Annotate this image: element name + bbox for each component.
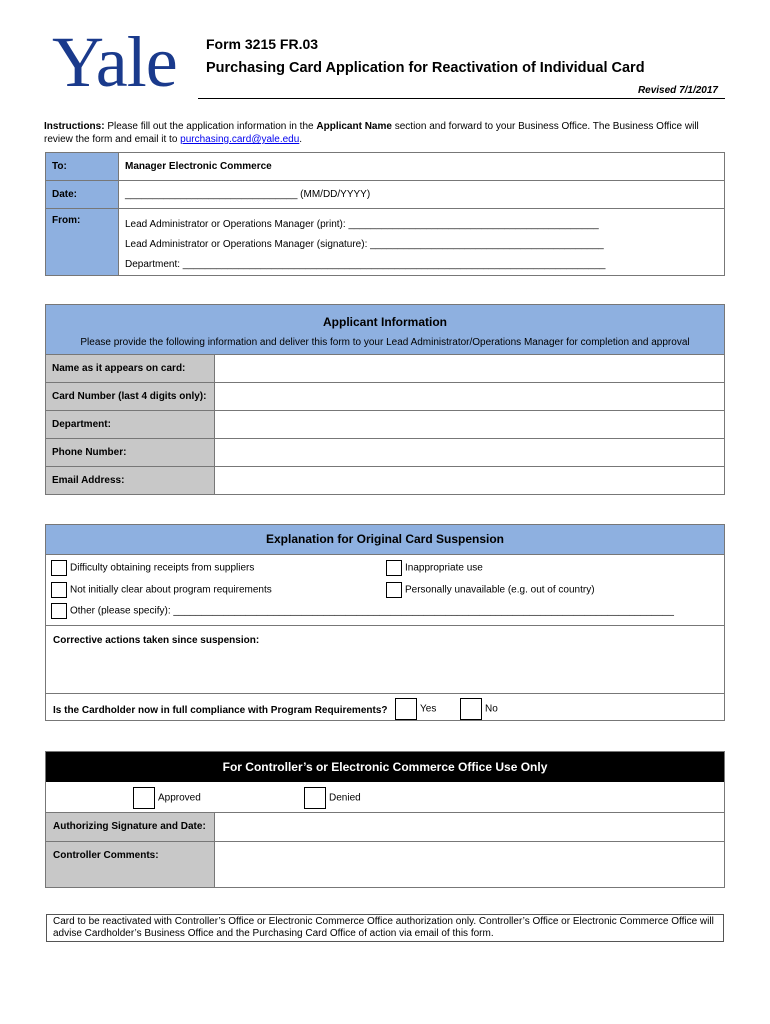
approved-label: Approved <box>158 792 201 804</box>
approved-checkbox[interactable] <box>133 787 155 809</box>
instructions <box>44 120 724 146</box>
card-number-input[interactable] <box>215 383 725 411</box>
name-label: Name as it appears on card: <box>46 355 215 383</box>
revised-date: Revised 7/1/2017 <box>637 85 718 96</box>
difficulty-label: Difficulty obtaining receipts from suppliers <box>70 562 255 574</box>
denied-label: Denied <box>329 792 361 804</box>
unavailable-label: Personally unavailable (e.g. out of country) <box>405 584 595 596</box>
explanation-box <box>45 524 725 721</box>
denied-checkbox[interactable] <box>304 787 326 809</box>
instructions-lead: Instructions: <box>44 121 105 132</box>
department-label: Department: <box>46 411 215 439</box>
phone-label: Phone Number: <box>46 439 215 467</box>
instructions-end: . <box>299 134 303 145</box>
not-clear-checkbox[interactable] <box>51 582 67 598</box>
from-department-line[interactable]: Department: ____________________________________________________________________________ <box>125 259 606 270</box>
no-checkbox[interactable] <box>460 698 482 720</box>
footer-note: Card to be reactivated with Controller’s Office or Electronic Commerce Office authorization only. Controller’s Office or Electronic Commerce Office will advise Cardholder’s Business Office and the Purchasing Card Office of action via email of this form. <box>46 914 724 942</box>
no-label: No <box>485 703 498 715</box>
from-label: From: <box>46 209 119 276</box>
yale-logo: Yale <box>52 22 177 102</box>
not-clear-label: Not initially clear about program requirements <box>70 584 272 596</box>
other-checkbox[interactable] <box>51 603 67 619</box>
yes-label: Yes <box>420 703 437 715</box>
email-label: Email Address: <box>46 467 215 495</box>
inappropriate-checkbox[interactable] <box>386 560 402 576</box>
comments-input[interactable] <box>216 842 724 887</box>
routing-table <box>45 152 725 276</box>
applicant-title: Applicant Information <box>323 315 447 329</box>
date-field[interactable]: _______________________________ (MM/DD/YYYY) <box>119 181 725 209</box>
department-input[interactable] <box>215 411 725 439</box>
form-title: Purchasing Card Application for Reactivation of Individual Card <box>206 60 645 76</box>
instructions-bold: Applicant Name <box>316 121 392 132</box>
signature-label: Authorizing Signature and Date: <box>46 813 215 841</box>
comments-label: Controller Comments: <box>46 842 215 887</box>
to-label: To: <box>46 153 119 181</box>
unavailable-checkbox[interactable] <box>386 582 402 598</box>
name-input[interactable] <box>215 355 725 383</box>
compliance-question: Is the Cardholder now in full compliance with Program Requirements? <box>53 705 388 716</box>
instructions-text1: Please fill out the application information in the <box>107 121 314 132</box>
other-label[interactable]: Other (please specify): __________________________________________________________________________________________ <box>70 605 674 617</box>
explanation-title: Explanation for Original Card Suspension <box>46 525 724 555</box>
signature-input[interactable] <box>216 813 724 841</box>
corrective-input[interactable] <box>46 626 724 693</box>
from-signature-line[interactable]: Lead Administrator or Operations Manager (signature): __________________________________________ <box>125 239 604 250</box>
difficulty-checkbox[interactable] <box>51 560 67 576</box>
office-box <box>45 751 725 888</box>
applicant-subtitle: Please provide the following information and deliver this form to your Lead Administrator/Operations Manager for completion and approval <box>80 337 690 348</box>
instructions-text2: section and forward to your Business Office. The Business Office will review the form and email it to <box>44 121 699 145</box>
inappropriate-label: Inappropriate use <box>405 562 483 574</box>
corrective-label: Corrective actions taken since suspension: <box>53 635 260 646</box>
to-value: Manager Electronic Commerce <box>119 153 725 181</box>
yes-checkbox[interactable] <box>395 698 417 720</box>
date-label: Date: <box>46 181 119 209</box>
phone-input[interactable] <box>215 439 725 467</box>
from-print-line[interactable]: Lead Administrator or Operations Manager (print): _____________________________________________ <box>125 219 599 230</box>
email-input[interactable] <box>215 467 725 495</box>
header-rule <box>198 98 725 99</box>
applicant-table <box>45 304 725 495</box>
card-number-label: Card Number (last 4 digits only): <box>46 383 215 411</box>
office-title: For Controller’s or Electronic Commerce Office Use Only <box>46 752 724 782</box>
email-link[interactable]: purchasing.card@yale.edu <box>180 134 300 145</box>
form-number: Form 3215 FR.03 <box>206 36 319 52</box>
